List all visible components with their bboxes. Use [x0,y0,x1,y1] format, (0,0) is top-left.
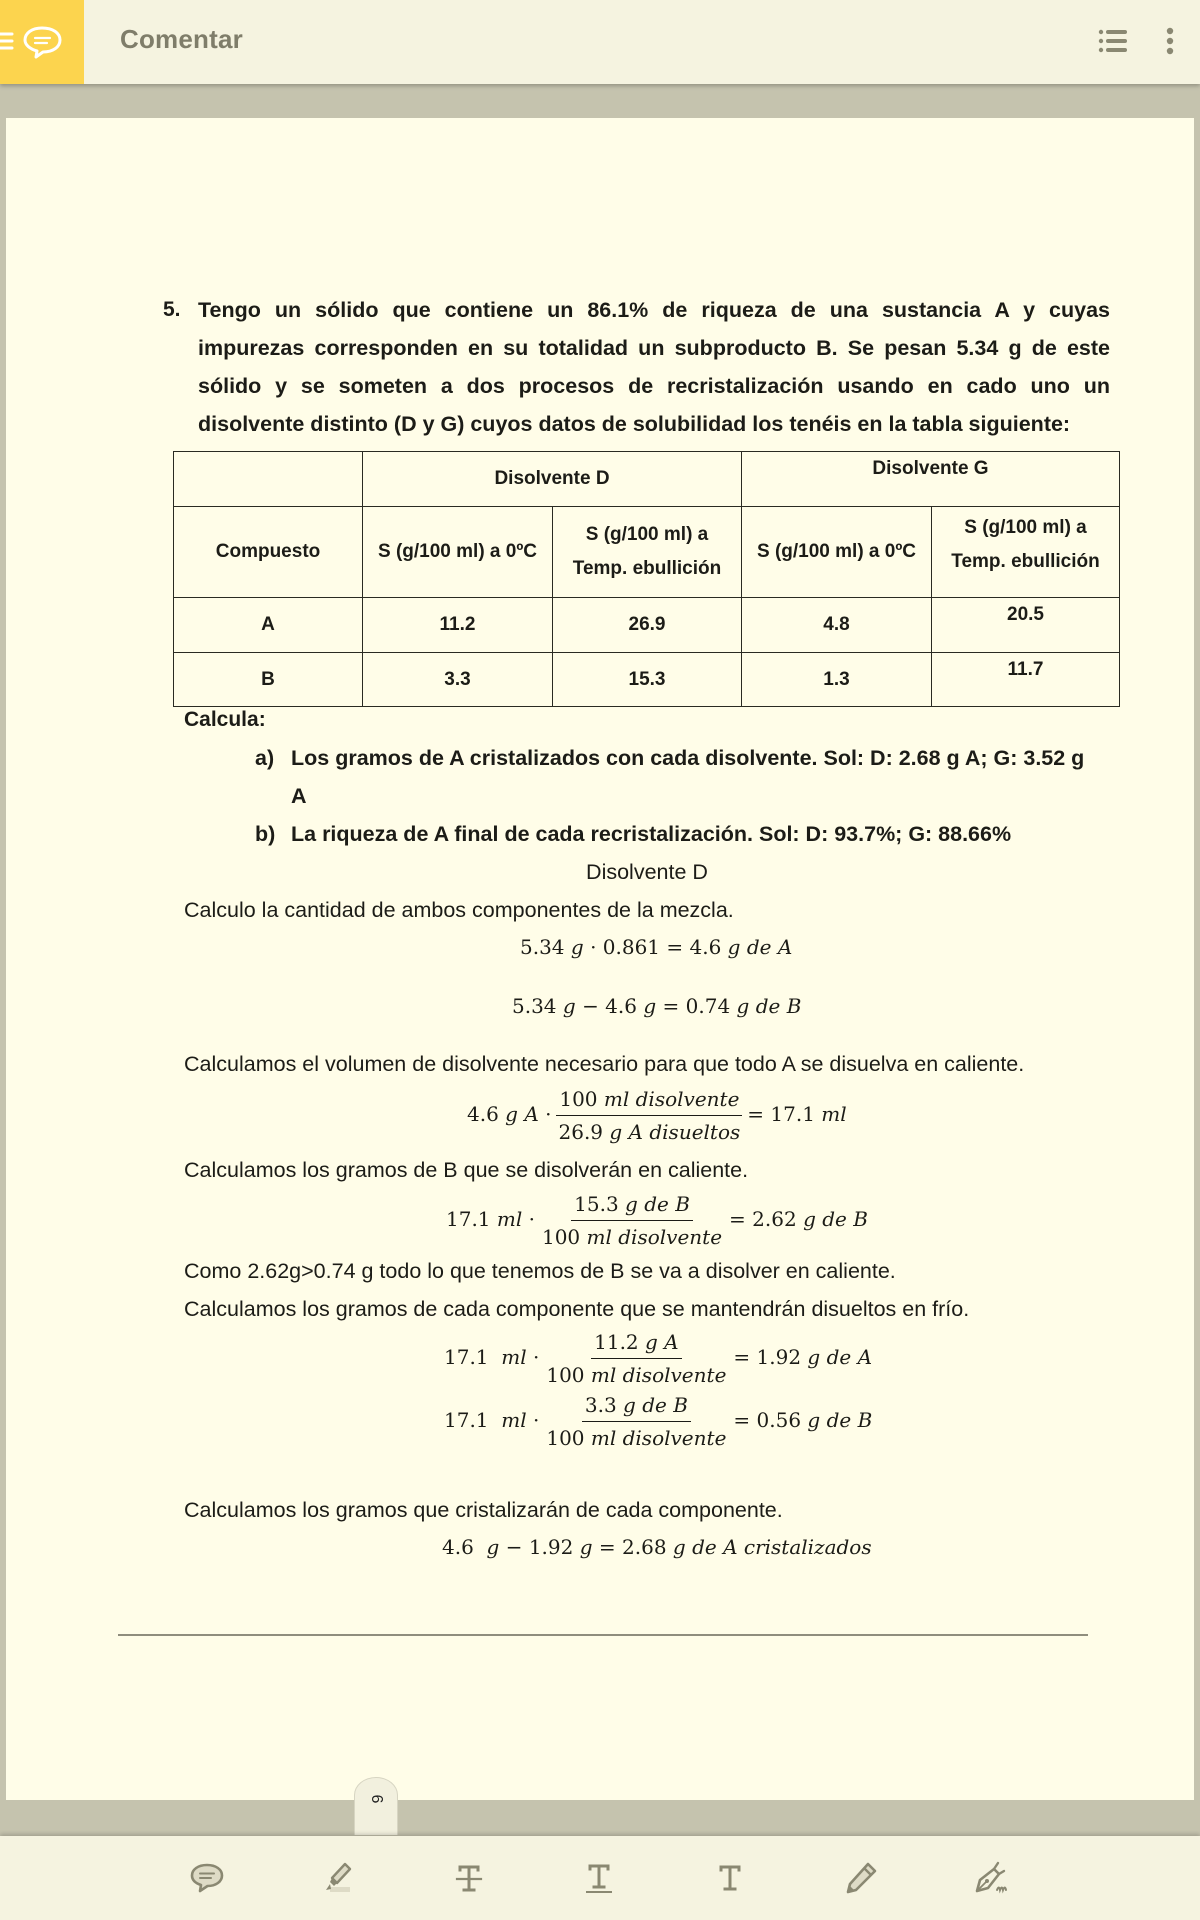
strikeout-tool-button[interactable] [443,1852,495,1904]
underline-tool-button[interactable] [573,1852,625,1904]
item-text: Los gramos de A cristalizados con cada disolvente. Sol: D: 2.68 g A; G: 3.52 g [291,746,1085,770]
eq-term: g de B [625,1192,690,1216]
eq-term: g de A cristalizados [672,1535,872,1559]
page-number-tab[interactable] [354,1777,398,1835]
step-text: Como 2.62g>0.74 g todo lo que tenemos de B se va a disolver en caliente. [184,1259,896,1283]
eq-term: = 0.56 [733,1408,802,1432]
table-cell: 11.7 [931,652,1120,707]
eq-term: 4.6 [442,1535,474,1559]
eq-term: g [570,935,584,959]
annotation-toolbar [0,1836,1200,1920]
eq-term: 17.1 [444,1408,489,1432]
comment-icon [189,1860,225,1896]
pencil-icon [843,1860,879,1896]
eq-term: = 17.1 [747,1102,815,1126]
eq-term: 17.1 [444,1345,489,1369]
fraction [556,1085,744,1146]
eq-term: g de A [807,1345,873,1369]
step-text: Calculo la cantidad de ambos componentes de la mezcla. [184,898,734,922]
underline-text-icon [581,1860,617,1896]
equation [520,935,792,959]
page-divider [118,1634,1088,1636]
question-line: disolvente distinto (D y G) cuyos datos de solubilidad los tenéis en la tabla siguiente: [198,412,1071,436]
eq-term: g de A [727,935,793,959]
fraction [543,1328,729,1389]
fraction [543,1391,729,1452]
header-line: S (g/100 ml) a [585,524,709,545]
table-header-d-hot [552,506,742,598]
step-text: Calculamos los gramos que cristalizarán de cada componente. [184,1498,783,1522]
eq-term: ml disolvente [586,1225,723,1249]
eq-term: g de B [736,994,802,1018]
highlight-tool-button[interactable] [311,1852,363,1904]
eq-term: − 4.6 [582,994,637,1018]
fountain-pen-signature-icon [972,1860,1012,1896]
equation-fraction: 17.1 ml · $\frac{\text{3.3 g de B}}{\text{100 ml disolvente}}$ = 0.56 g de B [444,1393,873,1450]
outline-list-icon[interactable] [1098,28,1128,54]
table-header-disolvente-g: Disolvente G [741,451,1120,507]
step-text: Calculamos el volumen de disolvente necesario para que todo A se disuelva en caliente. [184,1052,1025,1076]
top-app-bar [0,0,1200,84]
eq-term: g A disueltos [609,1120,741,1144]
eq-term: 100 [546,1426,585,1450]
comment-tool-button[interactable] [181,1852,233,1904]
header-line: Temp. ebullición [951,551,1100,572]
table-header-d-cold: S (g/100 ml) a 0ºC [362,506,553,598]
table-header-disolvente-d: Disolvente D [362,451,742,507]
table-cell: A [173,597,363,653]
eq-term: ml [501,1408,527,1432]
eq-term: g de B [803,1207,868,1231]
table-header-compuesto: Compuesto [173,506,363,598]
table-cell: 1.3 [741,652,932,707]
table-cell: 3.3 [362,652,553,707]
eq-term: g de B [623,1393,688,1417]
annotation-mode-button[interactable] [0,0,84,84]
step-text: Calculamos los gramos de B que se disolverán en caliente. [184,1158,749,1182]
eq-term: 11.2 [594,1330,639,1354]
text-tool-button[interactable] [704,1852,756,1904]
strikethrough-icon [451,1860,487,1896]
table-cell: 4.8 [741,597,932,653]
more-vert-icon[interactable] [1160,26,1180,58]
eq-term: 5.34 [512,994,557,1018]
equation-fraction: 17.1 ml · $\frac{\text{15.3 g de B}}{\text{100 ml disolvente}}$ = 2.62 g de B [446,1192,868,1249]
equation [512,994,801,1018]
eq-term: g A [505,1102,539,1126]
eq-term: 3.3 [584,1393,617,1417]
eq-term: = 2.68 [598,1535,667,1559]
section-title: Disolvente D [586,860,708,884]
equation [442,1535,872,1559]
page-number-label: 6 [368,1794,385,1804]
eq-term: 5.34 [520,935,565,959]
signature-tool-button[interactable] [966,1852,1018,1904]
equation-fraction: 4.6 g A · $\frac{\text{100 ml disolvente}}{\text{26.9 g A disueltos}}$ = 17.1 ml [467,1087,847,1144]
table-cell: 11.2 [362,597,553,653]
eq-term: g [579,1535,593,1559]
table-cell: 15.3 [552,652,742,707]
question-line: impurezas corresponden en su totalidad un subproducto B. Se pesan 5.34 g de este [198,336,1110,360]
eq-term: ml disolvente [603,1087,740,1111]
eq-term: 100 [541,1225,581,1249]
highlighter-icon [319,1860,355,1896]
header-line: Temp. ebullición [572,558,722,579]
table-cell: 26.9 [552,597,742,653]
eq-term: = 2.62 [729,1207,797,1231]
eq-term: − 1.92 [505,1535,574,1559]
eq-term: 26.9 [558,1120,604,1144]
table-cell: 20.5 [931,597,1120,653]
eq-term: ml [821,1102,847,1126]
text-icon [712,1860,748,1896]
item-letter: a) [255,746,275,770]
table-cell: B [173,652,363,707]
eq-term: g de B [807,1408,873,1432]
equation-fraction: 17.1 ml · $\frac{\text{11.2 g A}}{\text{100 ml disolvente}}$ = 1.92 g de A [444,1330,873,1387]
table-header-g-hot [931,506,1120,598]
fraction [539,1190,725,1251]
eq-term: g A [645,1330,679,1354]
eq-term: 100 [559,1087,598,1111]
eq-term: 4.6 [467,1102,499,1126]
eq-term: g [562,994,576,1018]
eq-term: 15.3 [574,1192,619,1216]
header-line: S (g/100 ml) a [964,517,1087,538]
eq-term: = 1.92 [733,1345,802,1369]
step-text: Calculamos los gramos de cada componente que se mantendrán disueltos en frío. [184,1297,970,1321]
pencil-tool-button[interactable] [835,1852,887,1904]
eq-term: ml disolvente [590,1426,727,1450]
item-text: La riqueza de A final de cada recristalización. Sol: D: 93.7%; G: 88.66% [291,822,1012,846]
eq-term: 100 [546,1363,585,1387]
item-letter: b) [255,822,276,846]
eq-term: ml [501,1345,527,1369]
calcula-label: Calcula: [184,708,266,731]
mode-title: Comentar [120,24,243,54]
eq-term: ml [496,1207,523,1231]
comment-mode-icon [0,0,84,84]
solubility-table [173,451,1120,706]
eq-term: g [486,1535,500,1559]
eq-term: = 0.74 [662,994,731,1018]
eq-term: · 0.861 = 4.6 [590,935,722,959]
question-line: sólido y se someten a dos procesos de recristalización usando en cado uno un [198,374,1110,398]
question-number: 5. [163,298,181,321]
table-header-g-cold: S (g/100 ml) a 0ºC [741,506,932,598]
question-line: Tengo un sólido que contiene un 86.1% de riqueza de una sustancia A y cuyas [198,298,1110,322]
eq-term: 17.1 [446,1207,491,1231]
eq-term: ml disolvente [590,1363,727,1387]
eq-term: g [643,994,657,1018]
item-text: A [291,784,307,808]
table-header-empty [173,451,363,507]
